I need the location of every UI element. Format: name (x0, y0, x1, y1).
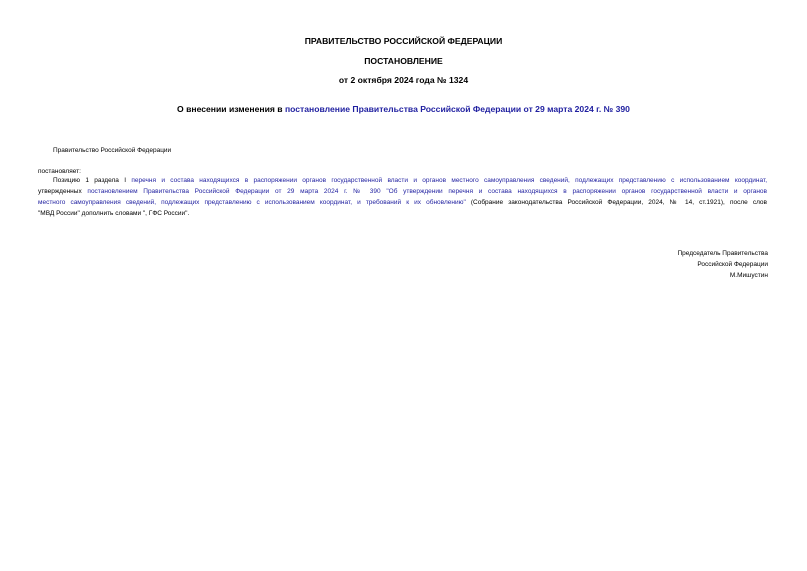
government-title: ПРАВИТЕЛЬСТВО РОССИЙСКОЙ ФЕДЕРАЦИИ (304, 36, 503, 46)
paragraph-line-3 (38, 197, 767, 208)
document-date-number: от 2 октября 2024 года № 1324 (338, 75, 469, 85)
signature-title-1: Председатель Правительства (677, 250, 768, 257)
signature-title-2: Российской Федерации (697, 261, 768, 268)
document-type: ПОСТАНОВЛЕНИЕ (364, 56, 443, 66)
amendment-paragraph (38, 175, 767, 219)
decree-link-continued[interactable]: местного самоуправления сведений, подлежащих представлению с использованием координат, и требований к их обновлению" (38, 199, 466, 206)
signature-name: М.Мишустин (729, 272, 768, 279)
subject-link[interactable]: постановление Правительства Российской Федерации от 29 марта 2024 г. № 390 (284, 104, 630, 114)
subject-prefix: О внесении изменения в (177, 104, 285, 114)
line2-text: утвержденных (38, 188, 88, 195)
issuer-text: Правительство Российской Федерации (53, 147, 172, 154)
decree-link[interactable]: постановлением Правительства Российской Федерации от 29 марта 2024 г. № 390 "Об утверждении перечня и состава находящихся в распоряжении органов государственной власти и органов (87, 188, 767, 195)
line3-text: (Собрание законодательства Российской Федерации, 2024, № 14, ст.1921), после слов (465, 199, 767, 206)
paragraph-line-4: "МВД России" дополнить словами ", ГФС России". (38, 210, 190, 217)
list-link[interactable]: перечня и состава находящихся в распоряжении органов государственной власти и органов местного самоуправления сведений, подлежащих представлению с использованием координат, (131, 177, 767, 184)
paragraph-line-1 (38, 175, 767, 186)
document-subject (0, 104, 807, 114)
line1-text: Позицию 1 раздела I (53, 177, 132, 184)
resolves-text: постановляет: (38, 168, 81, 175)
paragraph-line-2 (38, 186, 767, 197)
